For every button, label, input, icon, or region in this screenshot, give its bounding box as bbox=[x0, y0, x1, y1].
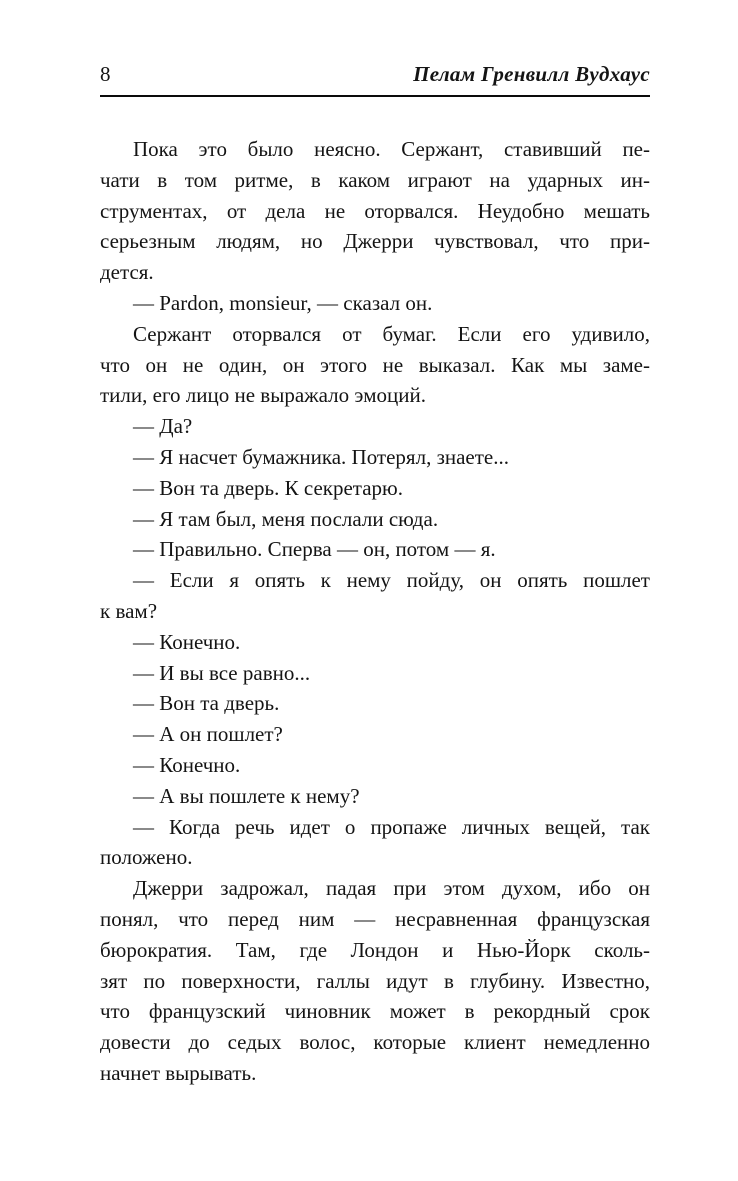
text-line: — Правильно. Сперва — он, потом — я. bbox=[133, 537, 496, 562]
text-line: чати в том ритме, в каком играют на ударных ин- bbox=[100, 167, 650, 192]
text-line: — А вы пошлете к нему? bbox=[133, 783, 360, 808]
page-number: 8 bbox=[100, 62, 111, 86]
running-head: Пелам Гренвилл Вудхаус bbox=[413, 62, 650, 86]
text-line: бюрократия. Там, где Лондон и Нью-Йорк сколь- bbox=[100, 937, 650, 962]
text-line: начнет вырывать. bbox=[100, 1060, 257, 1085]
text-line: Пока это было неясно. Сержант, ставивший пе- bbox=[133, 137, 650, 161]
text-line: — Pardon, monsieur, — сказал он. bbox=[133, 290, 433, 315]
text-line: — А он пошлет? bbox=[133, 722, 283, 747]
paragraph bbox=[100, 812, 650, 874]
paragraph bbox=[100, 319, 650, 411]
text-line: Сержант оторвался от бумаг. Если его удивило, bbox=[133, 321, 650, 346]
page-body bbox=[100, 134, 650, 1089]
paragraph bbox=[100, 534, 650, 565]
text-line: — Да? bbox=[133, 414, 193, 439]
text-line: дется. bbox=[100, 260, 154, 285]
paragraph bbox=[100, 473, 650, 504]
text-line: зят по поверхности, галлы идут в глубину. Известно, bbox=[100, 968, 650, 993]
paragraph bbox=[100, 442, 650, 473]
paragraph bbox=[100, 411, 650, 442]
text-line: — Вон та дверь. bbox=[133, 691, 280, 716]
text-line: — Я там был, меня послали сюда. bbox=[133, 506, 439, 531]
text-line: — Я насчет бумажника. Потерял, знаете... bbox=[133, 444, 509, 469]
text-line: понял, что перед ним — несравненная французская bbox=[100, 906, 650, 931]
text-line: — И вы все равно... bbox=[133, 660, 311, 685]
paragraph bbox=[100, 719, 650, 750]
text-line: — Если я опять к нему пойду, он опять пошлет bbox=[133, 568, 650, 593]
paragraph bbox=[100, 750, 650, 781]
text-line: довести до седых волос, которые клиент немедленно bbox=[100, 1030, 650, 1055]
paragraph bbox=[100, 288, 650, 319]
text-line: что французский чиновник может в рекордный срок bbox=[100, 999, 650, 1024]
text-line: тили, его лицо не выражало эмоций. bbox=[100, 383, 426, 408]
paragraph bbox=[100, 781, 650, 812]
text-line: струментах, от дела не оторвался. Неудобно мешать bbox=[100, 198, 650, 223]
paragraph bbox=[100, 504, 650, 535]
paragraph bbox=[100, 873, 650, 1089]
paragraph bbox=[100, 565, 650, 627]
paragraph bbox=[100, 658, 650, 689]
text-line: — Вон та дверь. К секретарю. bbox=[133, 475, 403, 500]
paragraph bbox=[100, 134, 650, 288]
page-header bbox=[100, 62, 650, 86]
text-line: что он не один, он этого не выказал. Как мы заме- bbox=[100, 352, 650, 377]
header-rule bbox=[100, 95, 650, 97]
text-line: — Конечно. bbox=[133, 752, 241, 777]
text-line: положено. bbox=[100, 845, 193, 870]
text-line: — Когда речь идет о пропаже личных вещей, так bbox=[133, 814, 650, 839]
paragraph bbox=[100, 688, 650, 719]
text-line: — Конечно. bbox=[133, 629, 241, 654]
text-line: к вам? bbox=[100, 598, 158, 623]
text-line: Джерри задрожал, падая при этом духом, ибо он bbox=[133, 876, 650, 901]
text-line: серьезным людям, но Джерри чувствовал, что при- bbox=[100, 229, 650, 254]
paragraph bbox=[100, 627, 650, 658]
